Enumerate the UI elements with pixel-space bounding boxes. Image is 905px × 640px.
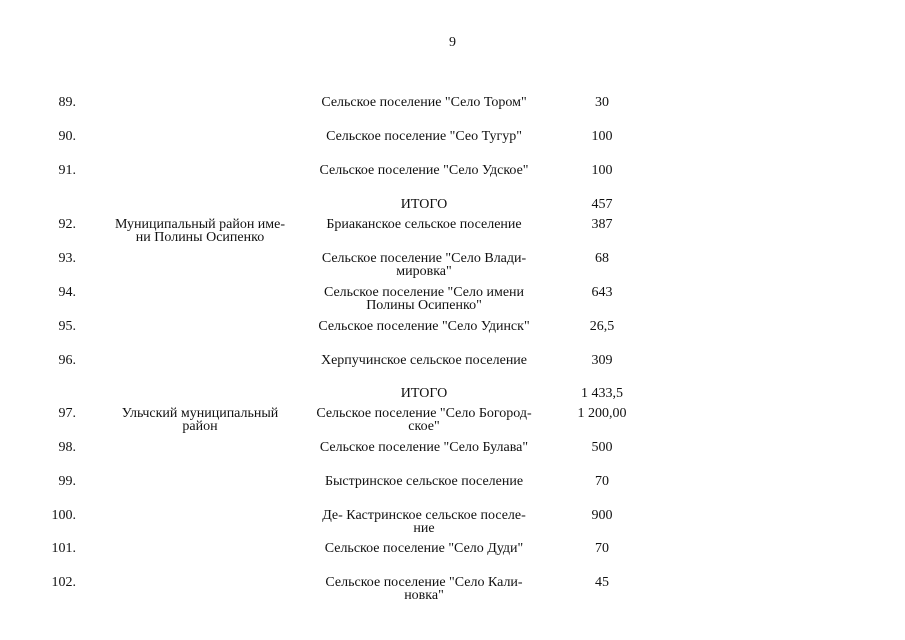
settlement-name: Сельское поселение "Село Тором" bbox=[321, 95, 527, 110]
table-row bbox=[0, 164, 905, 194]
table-row bbox=[0, 252, 905, 282]
settlement-name: ИТОГО bbox=[400, 386, 448, 401]
table-row bbox=[0, 354, 905, 384]
row-number: 101. bbox=[51, 541, 76, 556]
amount-value: 1 200,00 bbox=[577, 406, 627, 421]
amount-value: 500 bbox=[591, 440, 613, 455]
row-number: 90. bbox=[58, 129, 76, 144]
settlement-name: Де- Кастринское сельское поселе- ние bbox=[322, 508, 526, 536]
settlement-name: Бриаканское сельское поселение bbox=[326, 217, 522, 232]
row-number: 94. bbox=[58, 285, 76, 300]
row-number: 95. bbox=[58, 319, 76, 334]
table-row bbox=[0, 286, 905, 316]
table-row bbox=[0, 475, 905, 505]
settlement-name: Сельское поселение "Село Влади- мировка" bbox=[321, 251, 527, 279]
settlement-name: Сельское поселение "Село Булава" bbox=[319, 440, 529, 455]
row-number: 93. bbox=[58, 251, 76, 266]
amount-value: 100 bbox=[591, 163, 613, 178]
table-row bbox=[0, 130, 905, 160]
amount-value: 30 bbox=[595, 95, 609, 110]
amount-value: 457 bbox=[591, 197, 613, 212]
row-number: 100. bbox=[51, 508, 76, 523]
amount-value: 643 bbox=[591, 285, 613, 300]
table-row bbox=[0, 542, 905, 572]
settlement-name: Сельское поселение "Сео Тугур" bbox=[326, 129, 522, 144]
row-number: 98. bbox=[58, 440, 76, 455]
amount-value: 45 bbox=[595, 575, 609, 590]
amount-value: 900 bbox=[591, 508, 613, 523]
amount-value: 26,5 bbox=[589, 319, 615, 334]
amount-value: 100 bbox=[591, 129, 613, 144]
amount-value: 68 bbox=[595, 251, 609, 266]
settlement-name: Быстринское сельское поселение bbox=[324, 474, 524, 489]
page-number: 9 bbox=[449, 35, 456, 50]
row-number: 89. bbox=[58, 95, 76, 110]
table-row bbox=[0, 441, 905, 471]
row-number: 99. bbox=[58, 474, 76, 489]
amount-value: 387 bbox=[591, 217, 613, 232]
settlement-name: Херпучинское сельское поселение bbox=[320, 353, 528, 368]
settlement-name: Сельское поселение "Село имени Полины Осипенко" bbox=[323, 285, 525, 313]
district-name: Ульчский муниципальный район bbox=[121, 406, 279, 434]
row-number: 96. bbox=[58, 353, 76, 368]
table-row bbox=[0, 407, 905, 437]
amount-value: 70 bbox=[595, 474, 609, 489]
row-number: 97. bbox=[58, 406, 76, 421]
row-number: 91. bbox=[58, 163, 76, 178]
settlement-name: Сельское поселение "Село Кали- новка" bbox=[325, 575, 523, 603]
table-row bbox=[0, 96, 905, 126]
table-row bbox=[0, 509, 905, 539]
amount-value: 70 bbox=[595, 541, 609, 556]
row-number: 92. bbox=[58, 217, 76, 232]
amount-value: 309 bbox=[591, 353, 613, 368]
table-row bbox=[0, 320, 905, 350]
row-number: 102. bbox=[51, 575, 76, 590]
district-name: Муниципальный район име- ни Полины Осипенко bbox=[114, 217, 286, 245]
settlement-name: Сельское поселение "Село Богород- ское" bbox=[316, 406, 532, 434]
amount-value: 1 433,5 bbox=[581, 386, 623, 401]
settlement-name: Сельское поселение "Село Удское" bbox=[319, 163, 529, 178]
settlement-name: ИТОГО bbox=[400, 197, 448, 212]
settlement-name: Сельское поселение "Село Удинск" bbox=[318, 319, 530, 334]
settlement-name: Сельское поселение "Село Дуди" bbox=[324, 541, 524, 556]
table-row bbox=[0, 218, 905, 248]
table-row bbox=[0, 576, 905, 606]
